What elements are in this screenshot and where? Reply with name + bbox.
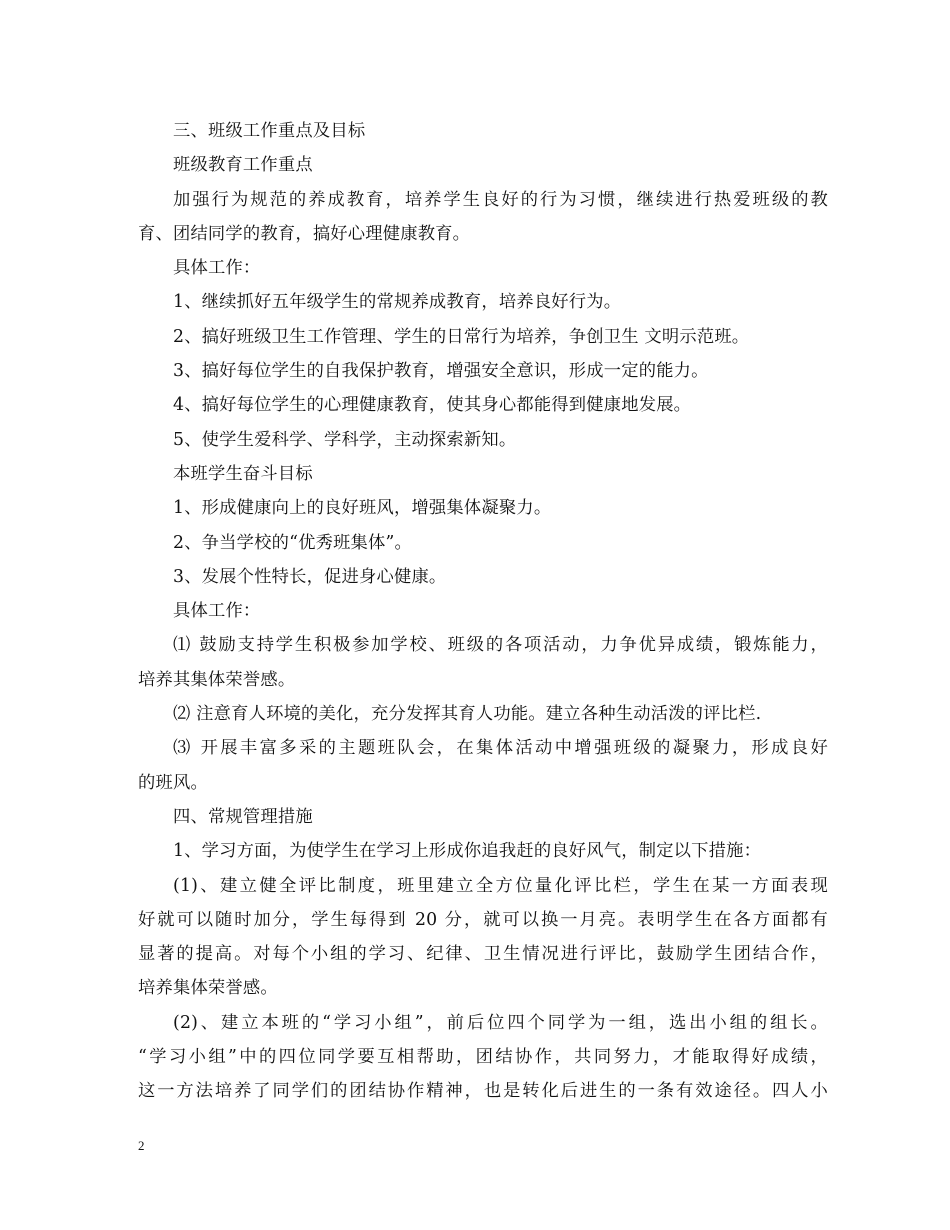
subheading-class-goals: 本班学生奋斗目标 xyxy=(173,463,313,484)
list-item: 2、搞好班级卫生工作管理、学生的日常行为培养，争创卫生 文明示范班。 xyxy=(173,326,750,347)
list-item: 1、学习方面，为使学生在学习上形成你追我赶的良好风气，制定以下措施： xyxy=(173,841,762,862)
subheading-specific-work: 具体工作： xyxy=(173,258,261,279)
paragraph-line: 好就可以随时加分，学生每得到 20 分，就可以换一月亮。表明学生在各方面都有 xyxy=(138,909,828,930)
list-item: 1、继续抓好五年级学生的常规养成教育，培养良好行为。 xyxy=(173,292,622,313)
document-body xyxy=(138,114,828,1109)
subheading-specific-work: 具体工作： xyxy=(173,601,261,622)
list-item: 5、使学生爱科学、学科学，主动探索新知。 xyxy=(173,429,517,450)
paragraph-line: 的班风。 xyxy=(138,772,208,793)
paragraph-line: 显著的提高。对每个小组的学习、纪律、卫生情况进行评比，鼓励学生团结合作， xyxy=(138,944,828,965)
list-item: 2、争当学校的“优秀班集体”。 xyxy=(173,532,413,553)
paragraph-line: 加强行为规范的养成教育，培养学生良好的行为习惯，继续进行热爱班级的教 xyxy=(173,189,828,210)
paragraph-line: 这一方法培养了同学们的团结协作精神，也是转化后进生的一条有效途径。四人小 xyxy=(138,1081,828,1102)
list-item: (1)、建立健全评比制度，班里建立全方位量化评比栏，学生在某一方面表现 xyxy=(173,875,828,896)
paragraph-line: 培养集体荣誉感。 xyxy=(138,978,278,999)
list-item: 3、发展个性特长，促进身心健康。 xyxy=(173,566,447,587)
section-heading-3: 三、班级工作重点及目标 xyxy=(173,121,366,141)
list-item: ⑵ 注意育人环境的美化，充分发挥其育人功能。建立各种生动活泼的评比栏. xyxy=(173,704,762,725)
list-item: 3、搞好每位学生的自我保护教育，增强安全意识，形成一定的能力。 xyxy=(173,361,709,382)
page-number: 2 xyxy=(138,1138,145,1153)
paragraph-line: 育、团结同学的教育，搞好心理健康教育。 xyxy=(138,223,471,244)
list-item: 4、搞好每位学生的心理健康教育，使其身心都能得到健康地发展。 xyxy=(173,395,692,416)
paragraph-line: “学习小组”中的四位同学要互相帮助，团结协作，共同努力，才能取得好成绩， xyxy=(138,1047,828,1068)
section-heading-4: 四、常规管理措施 xyxy=(173,806,313,827)
list-item: 1、形成健康向上的良好班风，增强集体凝聚力。 xyxy=(173,498,552,519)
list-item: ⑶ 开展丰富多采的主题班队会，在集体活动中增强班级的凝聚力，形成良好 xyxy=(173,738,828,759)
subheading-class-education-focus: 班级教育工作重点 xyxy=(173,155,313,176)
list-item: ⑴ 鼓励支持学生积极参加学校、班级的各项活动，力争优异成绩，锻炼能力， xyxy=(173,635,828,656)
paragraph-line: 培养其集体荣誉感。 xyxy=(138,669,296,690)
list-item: (2)、建立本班的“学习小组”，前后位四个同学为一组，选出小组的组长。 xyxy=(173,1012,828,1033)
